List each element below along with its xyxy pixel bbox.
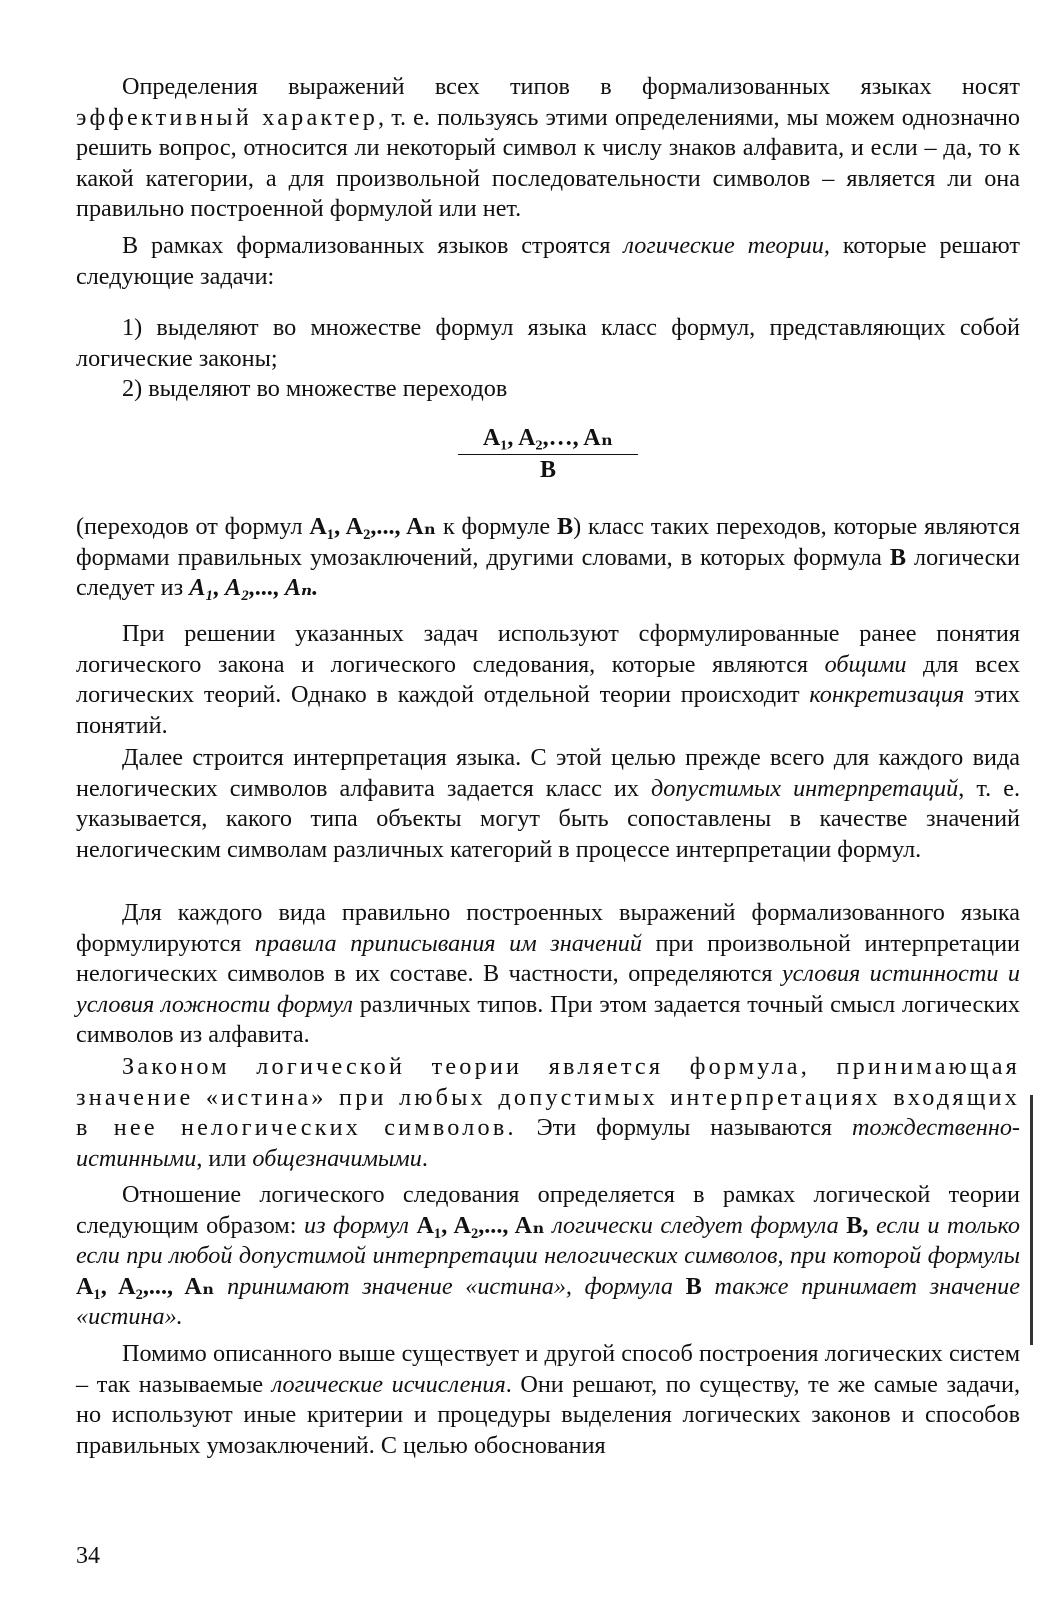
spaced-emphasis: Законом логической теории является формула, принимающая значение «истина» при любых допустимых интерпретациях входящих в нее нелогических символов. (76, 1053, 1020, 1141)
text-run: При решении указанных задач используют сформулированные ранее понятия логического закона и логического следования, которые являются (76, 620, 1020, 678)
paragraph-effective-definitions (76, 72, 1020, 225)
text-run: , т. е. пользуясь этими определениями, мы можем однозначно решить вопрос, относится ли некоторый символ к числу знаков алфавита, и если – да, то к какой категории, а для произвольной последовательности символов – является ли она правильно построенной формулой или нет. (76, 103, 1020, 222)
list-item-2: 2) выделяют во множестве переходов (122, 375, 508, 402)
formula-inline: B (685, 1272, 702, 1300)
text-run: . (421, 1144, 428, 1172)
inference-formula (458, 424, 638, 485)
text-run: Эти формулы называются (516, 1114, 852, 1141)
italic-term: допустимых интерпретаций (651, 774, 959, 802)
italic-text: также принимает значение «истина». (76, 1272, 1021, 1330)
formula-numerator: A₁, A₂,…, Aₙ (482, 425, 614, 451)
text-run: Помимо описанного выше существует и другой способ построения логических систем – так называемые (76, 1340, 1020, 1398)
paragraph-logical-calculi (76, 1339, 1020, 1461)
paragraph-value-rules (76, 898, 1020, 1051)
paragraph-interpretation (76, 743, 1020, 865)
italic-term: конкретизация (809, 681, 965, 708)
text-run: к формуле (436, 513, 557, 540)
text-run: Определения выражений всех типов в формализованных языках носят (122, 73, 1020, 100)
text-run: Далее строится интерпретация языка. С этой целью прежде всего для каждого вида нелогических символов алфавита задается класс их (76, 744, 1020, 802)
text-run: которые решают следующие задачи: (76, 232, 1021, 290)
formula-inline: B (889, 543, 907, 571)
formula-inline: A₁, A₂,..., Aₙ. (189, 574, 319, 601)
text-run: при произвольной интерпретации нелогических символов в их составе. В частности, определяются (76, 929, 1020, 987)
italic-term: условия истинности и условия ложности формул (76, 960, 1020, 1018)
page-number: 34 (76, 1543, 100, 1569)
paragraph-consequence-definition (76, 1180, 1020, 1333)
paragraph-common-concepts (76, 619, 1020, 741)
spaced-emphasis: эффективный характер (76, 103, 379, 131)
formula-denominator: B (539, 457, 556, 483)
text-run: этих понятий. (76, 681, 1020, 739)
formula-inline: A₁, A₂,..., Aₙ (416, 1211, 545, 1239)
italic-term: общезначимыми (252, 1144, 422, 1172)
text-run: , или (196, 1144, 253, 1172)
text-run: логически следует из (76, 543, 1021, 601)
paragraph-law-definition (76, 1052, 1020, 1174)
italic-text: логически следует формула (544, 1211, 847, 1239)
italic-text: из формул (303, 1211, 417, 1239)
formula-inline: A₁, A₂,..., Aₙ (76, 1272, 215, 1300)
list-item-1: 1) выделяют во множестве формул языка класс формул, представляющих собой логические законы; (76, 314, 1020, 372)
formula-inline: A₁, A₂,..., Aₙ (309, 513, 437, 540)
text-run: В рамках формализованных языков строятся (122, 232, 624, 259)
text-run: , т. е. указывается, какого типа объекты могут быть сопоставлены в качестве значений нелогическим символам различных категорий в процессе интерпретации формул. (76, 774, 1020, 863)
italic-term: логические теории, (623, 232, 830, 259)
italic-text: принимают значение «истина», формула (214, 1272, 686, 1300)
text-run: для всех логических теорий. Однако в каждой отдельной теории происходит (76, 650, 1020, 708)
text-run: Отношение логического следования определяется в рамках логической теории следующим образом: (76, 1181, 1020, 1239)
italic-term: общими (824, 650, 907, 678)
italic-text: если и только если при любой допустимой интерпретации нелогических символов, при которой формулы (76, 1211, 1020, 1269)
text-run: (переходов от формул (76, 513, 310, 540)
text-run: ) класс таких переходов, которые являются формами правильных умозаключений, другими словами, в которых формула (76, 513, 1020, 571)
italic-term: правила приписывания им значений (254, 929, 642, 957)
text-run: различных типов. При этом задается точный смысл логических символов из алфавита. (76, 990, 1021, 1048)
text-run: . Они решают, по существу, те же самые задачи, но используют иные критерии и процедуры выделения логических законов и способов правильных умозаключений. С целью обоснования (76, 1370, 1021, 1459)
formula-inline: B, (846, 1211, 869, 1239)
italic-term: логические исчисления (271, 1370, 506, 1398)
paragraph-transitions (76, 512, 1020, 604)
scan-margin-line (1030, 1095, 1033, 1345)
formula-inline: B (556, 513, 574, 540)
paragraph-logical-theories (76, 231, 1020, 292)
text-run: Для каждого вида правильно построенных выражений формализованного языка формулируются (76, 899, 1020, 957)
italic-term: тождественно-истинными (76, 1114, 1020, 1172)
